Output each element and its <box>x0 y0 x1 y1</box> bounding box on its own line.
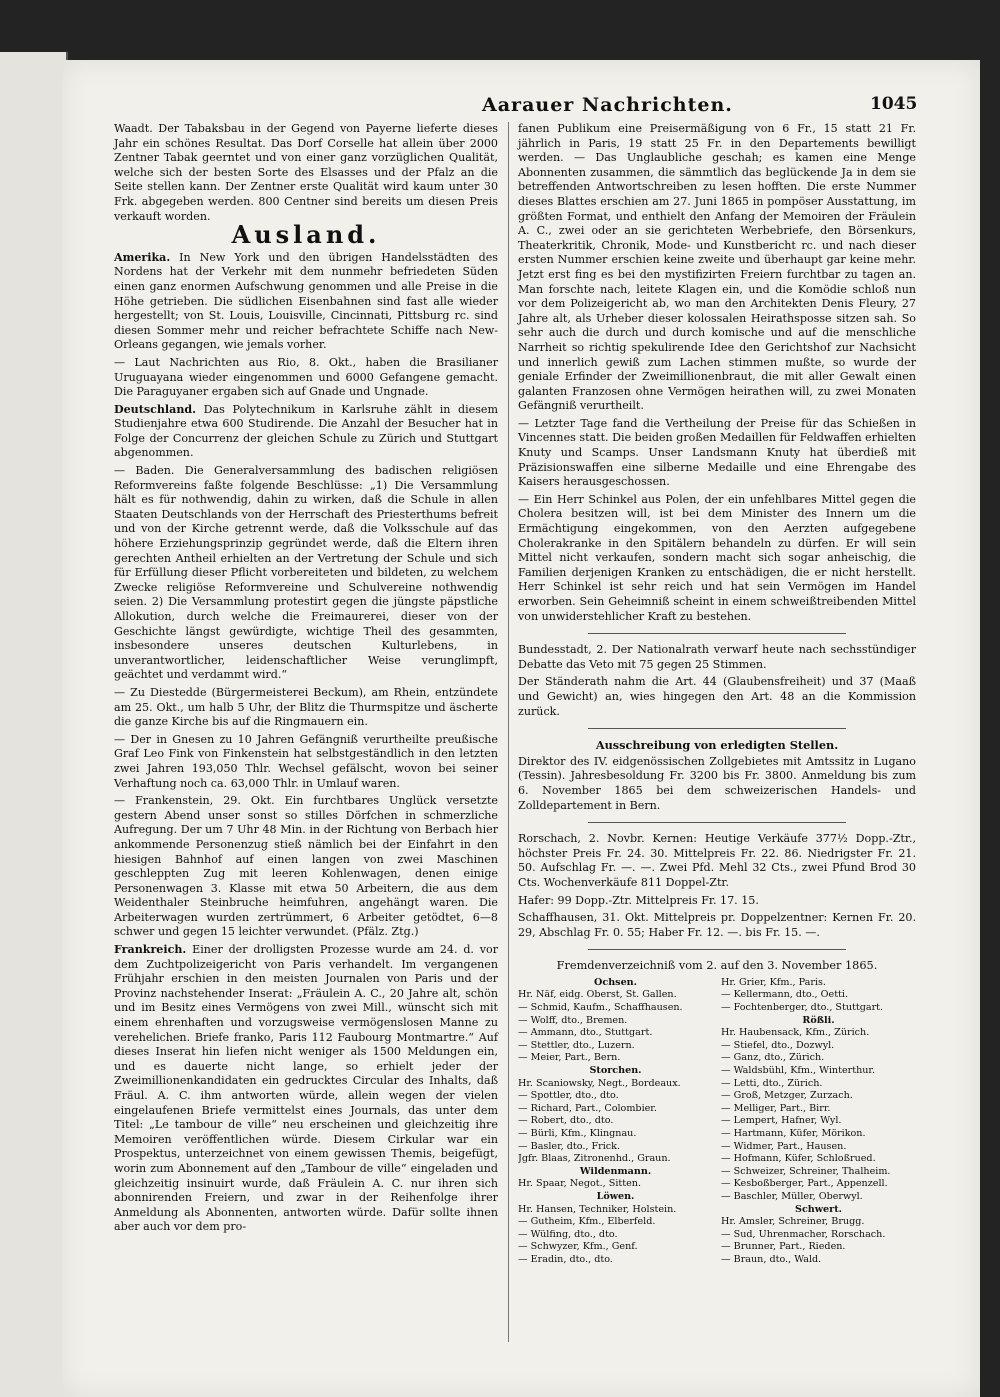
guest-list-hotel: Rößli. <box>802 1014 835 1026</box>
guest-list-entry: — Fochtenberger, dto., Stuttgart. <box>721 1002 884 1014</box>
guest-list-entry: — Richard, Part., Colombier. <box>518 1102 657 1114</box>
article-rio: — Laut Nachrichten aus Rio, 8. Okt., haben die Brasilianer Uruguayana wieder eingenommen und 6000 Gefangene gemacht. Die Paraguyaner ergaben sich auf Gnade und Ungnade. <box>114 355 498 399</box>
divider <box>588 822 846 823</box>
guest-list-entry: — Schweizer, Schreiner, Thalheim. <box>721 1165 891 1177</box>
article-text: Das Polytechnikum in Karlsruhe zählt in diesem Studienjahre etwa 600 Studirende. Die Anzahl der Besucher hat in Folge der Concurrenz der gleichen Schule zu Zürich und Stuttgart abgenommen. <box>114 402 498 460</box>
guest-list-entry: — Melliger, Part., Birr. <box>721 1102 831 1114</box>
article-text: Einer der drolligsten Prozesse wurde am 24. d. vor dem Zuchtpolizeigericht von Paris verhandelt. Im vergangenen Frühjahr erschien in den meisten Journalen von Paris und der Provinz nachstehender Inserat: „Fräulein A. C., 20 Jahre alt, schön und im Besitz eines Vermögens von zwei Mill., wünscht sich mit einem ehrenhaften und vorzugsweise vermögenslosen Manne zu verehelichen. Briefe franko, Paris 112 Faubourg Montmartre.“ Auf dieses Inserat hin liefen nicht weniger als 1500 Meldungen ein, und es dauerte nicht lange, so erhielt jeder der Zweimillionenkandidaten ein gedrucktes Circular des Inhalts, daß Fräul. A. C. ihm antworten würde, allein wegen der vielen eingelaufenen Briefe vermittelst eines Journals, das unter dem Titel: „Le tambour de ville“ neu erscheinen und gleichzeitig ihre Memoiren veröffentlichen würde. Diesem Cirkular war ein Prospektus, unterzeichnet von einem gewissen Themis, beigefügt, worin zum Abonnement auf den „Tambour de ville“ eingeladen und gleichzeitig insinuirt wurde, daß Fräulein A. C. nur ihren sich abonnirenden Freiern, und zwar in der Reihenfolge ihrer Anmeldung als Abonnenten, antworten würde. Dafür sollte ihnen aber auch vor dem pro- <box>114 943 499 1234</box>
guest-list-entry: — Baschler, Müller, Oberwyl. <box>721 1190 863 1202</box>
guest-list-hotel: Ochsen. <box>594 976 637 988</box>
guest-list-entry: Hr. Haubensack, Kfm., Zürich. <box>721 1027 870 1039</box>
guest-list-entry: — Braun, dto., Wald. <box>721 1253 822 1265</box>
article-deutschland <box>114 403 498 461</box>
guest-list-hotel: Löwen. <box>596 1190 635 1202</box>
article-frankreich <box>114 943 498 1235</box>
market-report-rorschach: Rorschach, 2. Novbr. Kernen: Heutige Verkäufe 377½ Dopp.-Ztr., höchster Preis Fr. 24. 30. Mittelpreis Fr. 22. 86. Niedrigster Fr. 21. 50. Aufschlag Fr. —. —. Zwei Pfd. Mehl 32 Cts., zwei Pfund Brod 30 Cts. Wochenverkäufe 811 Doppel-Ztr. <box>518 832 916 889</box>
guest-list-entry: — Wolff, dto., Bremen. <box>518 1014 628 1026</box>
market-report-hafer: Hafer: 99 Dopp.-Ztr. Mittelpreis Fr. 17. 15. <box>518 893 759 907</box>
guest-list-entry: — Kellermann, dto., Oetti. <box>721 989 849 1001</box>
article-frankenstein: — Frankenstein, 29. Okt. Ein furchtbares Unglück versetzte gestern Abend unser sonst so stilles Dörfchen in schmerzliche Aufregung. Der um 7 Uhr 48 Min. in der Richtung von Berbach hier ankommende Personenzug stieß nämlich bei der Einfahrt in den hiesigen Bahnhof auf einen langen von zwei Maschinen geschleppten Zug mit leeren Kohlenwagen, denen einige Personenwagen 3. Klasse mit etwa 50 Arbeitern, die aus dem Weidenthaler Steinbruche heimfuhren, angehängt waren. Die Arbeiterwagen wurden zertrümmert, 6 Arbeiter getödtet, 6—8 schwer und gegen 15 leichter verwundet. (Pfälz. Ztg.) <box>114 794 498 939</box>
section-heading-ausland: Ausland. <box>231 220 381 250</box>
guest-list-entry: — Spottler, dto., dto. <box>518 1090 619 1102</box>
guest-list-entry: — Schmid, Kaufm., Schaffhausen. <box>518 1002 683 1014</box>
guest-list-entry: — Waldsbühl, Kfm., Winterthur. <box>721 1065 876 1077</box>
guest-list-entry: — Brunner, Part., Rieden. <box>721 1241 846 1253</box>
guest-list-entry: — Robert, dto., dto. <box>518 1115 614 1127</box>
guest-list-entry: — Schwyzer, Kfm., Genf. <box>518 1241 638 1253</box>
article-lead: Deutschland. <box>114 402 197 416</box>
divider <box>588 633 846 634</box>
guest-list-entry: Hr. Amsler, Schreiner, Brugg. <box>721 1216 865 1228</box>
guest-list-entry: — Groß, Metzger, Zurzach. <box>721 1090 853 1102</box>
guest-list-entry: — Bürli, Kfm., Klingnau. <box>518 1128 637 1139</box>
guest-list-entry: Hr. Spaar, Negot., Sitten. <box>518 1178 642 1190</box>
article-baden: — Baden. Die Generalversammlung des badischen religiösen Reformvereins faßte folgende Beschlüsse: „1) Die Versammlung hält es für nothwendig, dahin zu wirken, daß die Schule in allen Staaten Deutschlands von der Herrschaft des Priesterthums befreit und von der Kirche getrennt werde, daß die Volksschule auf das höhere Erziehungsprinzip gegründet werde, daß die Eltern ihren gerechten Antheil erhielten an der Vertretung der Schule und sich für Erfüllung dieser Pflicht vorbereiteten und bildeten, zu welchem Zwecke religiöse Reformvereine und Schulvereine nothwendig seien. 2) Die Versammlung protestirt gegen die jüngste päpstliche Allokution, durch welche die Freimaurerei, dieser von der Geschichte längst gewürdigte, wichtige Theil des gesammten, insbesondere unseres deutschen Kulturlebens, in unverantwortlicher, leidenschaftlicher Weise verunglimpft, geächtet und verdammt wird.“ <box>114 464 498 682</box>
notice-title: Ausschreibung von erledigten Stellen. <box>595 738 839 753</box>
guest-list-entry: — Meier, Part., Bern. <box>518 1052 621 1064</box>
article-staenderath: Der Ständerath nahm die Art. 44 (Glaubensfreiheit) und 37 (Maaß und Gewicht) an, wies hingegen den Art. 48 an die Kommission zurück. <box>518 675 916 718</box>
article-waadt: Waadt. Der Tabaksbau in der Gegend von Payerne lieferte dieses Jahr ein schönes Resultat. Das Dorf Corselle hat allein über 2000 Zentner Tabak geerntet und von einer ganz vorzüglichen Qualität, welche sich der besten Sorte des Elsasses und der Pfalz an die Seite stellen kann. Der Zentner erste Qualität wird kaum unter 30 Frk. abgegeben werden. 800 Centner sind bereits um diesen Preis verkauft worden. <box>114 122 498 223</box>
article-bundesstadt: Bundesstadt, 2. Der Nationalrath verwarf heute nach sechsstündiger Debatte das Veto mit 75 gegen 25 Stimmen. <box>518 643 916 671</box>
guest-list-title: Fremdenverzeichniß vom 2. auf den 3. November 1865. <box>556 959 878 973</box>
article-lead: Frankreich. <box>114 943 187 957</box>
article-vincennes: — Letzter Tage fand die Vertheilung der Preise für das Schießen in Vincennes statt. Die beiden großen Medaillen für Feldwaffen erhielten Knuty und Scamps. Unser Landsmann Knuty hat überdieß mit Präzisionswaffen eine silberne Medaille und eine Ehrengabe des Kaisers herausgeschossen. <box>518 416 916 489</box>
guest-list-entry: — Widmer, Part., Hausen. <box>721 1140 847 1152</box>
guest-list-entry: Hr. Näf, eidg. Oberst, St. Gallen. <box>518 989 677 1001</box>
guest-list-entry: — Lempert, Hafner, Wyl. <box>721 1115 842 1127</box>
left-column <box>114 122 498 1238</box>
guest-list-entry: — Stiefel, dto., Dozwyl. <box>721 1039 835 1051</box>
article-paris-continued: fanen Publikum eine Preisermäßigung von 6 Fr., 15 statt 21 Fr. jährlich in Paris, 19 statt 25 Fr. in den Departements bewilligt werden. — Das Unglaubliche geschah; es kamen eine Menge Abonnenten zusammen, die sämmtlich das beglückende Ja in dem sie betreffenden Antwortschreiben zu lesen hofften. Die erste Nummer dieses Blattes erschien am 27. Juni 1865 in pompöser Ausstattung, im größten Format, und enthielt den Anfang der Memoiren der Fräulein A. C., zwei oder an sie gerichteten Werbebriefe, den Börsenkurs, Theaterkritik, Chronik, Mode- und Kunstbericht rc. und nach dieser ersten Nummer erschien keine zweite und überhaupt gar keine mehr. Jetzt erst fing es bei den mystifizirten Freiern furchtbar zu tagen an. Man forschte nach, leitete Klagen ein, und die Komödie schloß nun vor dem Polizeigericht ab, wo man den Architekten Denis Fleury, 27 Jahre alt, als Urheber dieser kolossalen Heirathsposse sitzen sah. So sehr auch die durch und durch komische und auf die menschliche Narrheit so richtig spekulirende Idee den Gerichtshof zur Nachsicht und innerlich gewiß zum Lachen stimmen mußte, so wurde der geniale Erfinder der Zweimillionenbraut, die mit aller Gewalt einen galanten Franzosen ohne Vermögen heirathen will, zu zwei Monaten Gefängniß verurtheilt. <box>518 122 916 413</box>
column-divider <box>508 122 509 1342</box>
guest-list-entry: — Wülfing, dto., dto. <box>518 1228 618 1240</box>
guest-list-left-column <box>518 977 713 1267</box>
guest-list-entry: — Hartmann, Küfer, Mörikon. <box>721 1128 866 1139</box>
guest-list <box>518 977 916 1267</box>
guest-list-entry: — Ganz, dto., Zürich. <box>721 1052 825 1064</box>
guest-list-entry: — Hofmann, Küfer, Schloßrued. <box>721 1153 876 1165</box>
article-lead: Amerika. <box>114 250 171 264</box>
guest-list-entry: — Eradin, dto., dto. <box>518 1253 613 1265</box>
guest-list-entry: Hr. Scaniowsky, Negt., Bordeaux. <box>518 1077 681 1089</box>
previous-page-edge <box>0 52 68 1397</box>
guest-list-entry: Jgfr. Blaas, Zitronenhd., Graun. <box>518 1153 671 1165</box>
guest-list-entry: — Sud, Uhrenmacher, Rorschach. <box>721 1228 886 1240</box>
right-column <box>518 122 916 1267</box>
divider <box>588 728 846 729</box>
guest-list-entry: Hr. Grier, Kfm., Paris. <box>721 976 826 988</box>
guest-list-entry: — Kesboßberger, Part., Appenzell. <box>721 1178 888 1190</box>
guest-list-entry: Hr. Hansen, Techniker, Holstein. <box>518 1203 677 1215</box>
guest-list-hotel: Storchen. <box>589 1065 642 1077</box>
article-gnesen: — Der in Gnesen zu 10 Jahren Gefängniß verurtheilte preußische Graf Leo Fink von Finkenstein hat selbstgeständlich in den letzten zwei Jahren 193,050 Thlr. Wechsel gefälscht, wovon bei seiner Verhaftung noch ca. 63,000 Thlr. in Umlauf waren. <box>114 732 498 790</box>
page-number: 1045 <box>870 94 918 114</box>
guest-list-hotel: Schwert. <box>795 1203 842 1215</box>
article-text: In New York und den übrigen Handelsstädten des Nordens hat der Verkehr mit dem nunmehr befriedeten Süden einen ganz enormen Aufschwung genommen und alle Preise in die Höhe getrieben. Die südlichen Eisenbahnen sind fast alle wieder hergestellt; von St. Louis, Louisville, Cincinnati, Pittsburg rc. sind diesen Sommer mehr und reicher befrachtete Schiffe nach New-Orleans gegangen, wie jemals vorher. <box>114 250 498 352</box>
guest-list-right-column <box>721 977 916 1267</box>
newspaper-page <box>62 60 980 1397</box>
guest-list-hotel: Wildenmann. <box>579 1165 652 1177</box>
guest-list-entry: — Ammann, dto., Stuttgart. <box>518 1027 653 1039</box>
guest-list-entry: — Stettler, dto., Luzern. <box>518 1039 635 1051</box>
guest-list-entry: — Gutheim, Kfm., Elberfeld. <box>518 1216 656 1228</box>
market-report-schaffhausen: Schaffhausen, 31. Okt. Mittelpreis pr. Doppelzentner: Kernen Fr. 20. 29, Abschlag Fr. 0. 55; Haber Fr. 12. —. bis Fr. 15. —. <box>518 911 916 939</box>
divider <box>588 949 846 950</box>
running-title: Aarauer Nachrichten. <box>482 94 733 116</box>
guest-list-entry: — Letti, dto., Zürich. <box>721 1077 823 1089</box>
guest-list-entry: — Basler, dto., Frick. <box>518 1140 621 1152</box>
article-diestedde: — Zu Diestedde (Bürgermeisterei Beckum), am Rhein, entzündete am 25. Okt., um halb 5 Uhr, der Blitz die Thurmspitze und äscherte die ganze Kirche bis auf die Ringmauern ein. <box>114 685 498 729</box>
notice-text: Direktor des IV. eidgenössischen Zollgebietes mit Amtssitz in Lugano (Tessin). Jahresbesoldung Fr. 3200 bis Fr. 3800. Anmeldung bis zum 6. November 1865 bei dem schweizerischen Handels- und Zolldepartement in Bern. <box>518 754 916 812</box>
article-amerika <box>114 251 498 353</box>
article-schinkel: — Ein Herr Schinkel aus Polen, der ein unfehlbares Mittel gegen die Cholera besitzen will, ist bei dem Minister des Innern um die Ermächtigung eingekommen, von den Aerzten aufgegebene Cholerakranke in den Spitälern behandeln zu dürfen. Er will sein Mittel nicht verkaufen, sondern macht sich sogar anheischig, die Familien derjenigen Kranken zu entschädigen, die er nicht herstellt. Herr Schinkel ist sehr reich und hat sein Vermögen im Handel erworben. Sein Geheimniß scheint in einem schweißtreibenden Mittel von unwiderstehlicher Kraft zu bestehen. <box>518 492 916 623</box>
